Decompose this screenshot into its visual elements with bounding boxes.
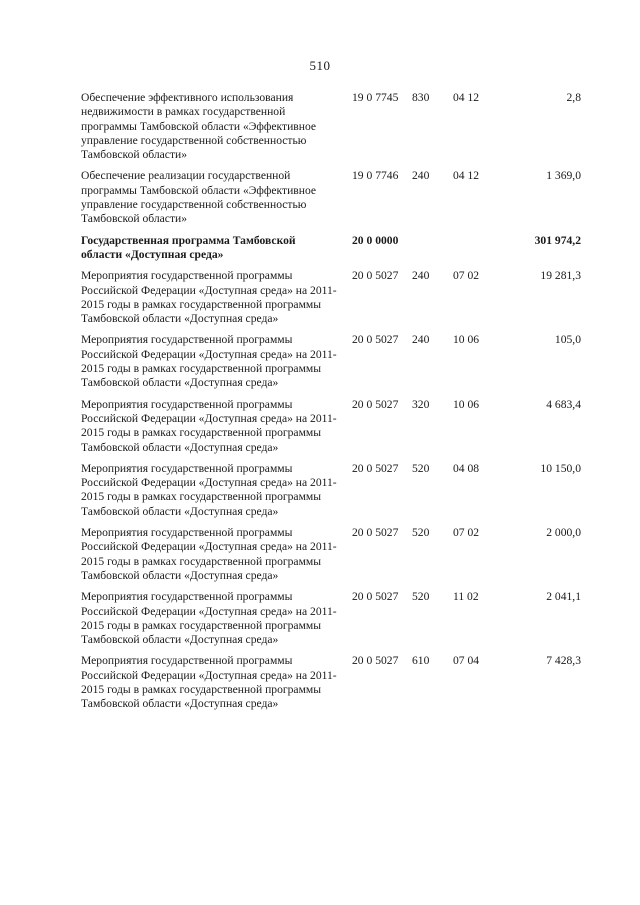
row-section: 07 02 xyxy=(453,526,480,540)
row-name: Обеспечение реализации государственной программы Тамбовской области «Эффективное управление государственной собственностью Тамбовской области» xyxy=(81,169,317,226)
table-row-program-total xyxy=(81,234,581,263)
table-row xyxy=(81,526,581,583)
row-name: Государственная программа Тамбовской области «Доступная среда» xyxy=(81,233,296,261)
row-vr: 320 xyxy=(412,397,430,411)
row-name: Мероприятия государственной программы Российской Федерации «Доступная среда» на 2011-2015 годы в рамках государственной программы Тамбовской области «Доступная среда» xyxy=(81,590,337,647)
row-amount: 10 150,0 xyxy=(540,461,581,475)
row-amount: 2,8 xyxy=(566,91,581,104)
row-vr: 520 xyxy=(412,526,430,540)
row-vr: 610 xyxy=(412,654,430,668)
row-vr: 520 xyxy=(412,461,430,475)
row-code: 20 0 5027 xyxy=(352,590,399,604)
row-code: 20 0 0000 xyxy=(352,233,399,247)
row-vr: 240 xyxy=(412,169,430,183)
table-row xyxy=(81,269,581,326)
row-amount: 4 683,4 xyxy=(546,397,581,411)
row-amount: 105,0 xyxy=(554,333,581,347)
table-row xyxy=(81,398,581,455)
row-section: 10 06 xyxy=(453,397,480,411)
row-section: 07 02 xyxy=(453,269,480,283)
row-amount: 2 041,1 xyxy=(546,590,581,604)
row-section: 07 04 xyxy=(453,654,480,668)
row-code: 19 0 7746 xyxy=(352,169,399,183)
row-code: 20 0 5027 xyxy=(352,269,399,283)
row-name: Мероприятия государственной программы Российской Федерации «Доступная среда» на 2011-2015 годы в рамках государственной программы Тамбовской области «Доступная среда» xyxy=(81,269,337,326)
table-row xyxy=(81,654,581,711)
table-row xyxy=(81,462,581,519)
table-row xyxy=(81,590,581,647)
row-name: Мероприятия государственной программы Российской Федерации «Доступная среда» на 2011-2015 годы в рамках государственной программы Тамбовской области «Доступная среда» xyxy=(81,526,337,582)
page-number: 510 xyxy=(309,58,331,73)
table-row xyxy=(81,333,581,390)
row-name: Мероприятия государственной программы Российской Федерации «Доступная среда» на 2011-2015 годы в рамках государственной программы Тамбовской области «Доступная среда» xyxy=(81,333,337,390)
row-code: 20 0 5027 xyxy=(352,333,399,347)
row-vr: 520 xyxy=(412,590,430,604)
budget-table xyxy=(81,91,581,719)
row-amount: 2 000,0 xyxy=(546,526,581,540)
row-code: 20 0 5027 xyxy=(352,654,399,668)
row-code: 20 0 5027 xyxy=(352,461,399,475)
row-name: Мероприятия государственной программы Российской Федерации «Доступная среда» на 2011-2015 годы в рамках государственной программы Тамбовской области «Доступная среда» xyxy=(81,654,337,711)
row-vr: 240 xyxy=(412,269,430,283)
row-amount: 1 369,0 xyxy=(546,169,581,183)
row-section: 10 06 xyxy=(453,333,480,347)
row-amount: 301 974,2 xyxy=(534,233,581,247)
row-vr: 830 xyxy=(412,91,430,104)
row-section: 11 02 xyxy=(453,590,479,604)
row-name: Обеспечение эффективного использования недвижимости в рамках государственной программы Тамбовской области «Эффективное управление государственной собственностью Тамбовской области» xyxy=(81,91,317,162)
row-section: 04 08 xyxy=(453,461,480,475)
table-row xyxy=(81,169,581,226)
row-name: Мероприятия государственной программы Российской Федерации «Доступная среда» на 2011-2015 годы в рамках государственной программы Тамбовской области «Доступная среда» xyxy=(81,397,337,454)
row-amount: 7 428,3 xyxy=(546,654,581,668)
row-code: 19 0 7745 xyxy=(352,91,399,104)
row-code: 20 0 5027 xyxy=(352,397,399,411)
row-section: 04 12 xyxy=(453,91,480,104)
row-code: 20 0 5027 xyxy=(352,526,399,540)
row-section: 04 12 xyxy=(453,169,480,183)
table-row xyxy=(81,91,581,162)
row-amount: 19 281,3 xyxy=(540,269,581,283)
row-name: Мероприятия государственной программы Российской Федерации «Доступная среда» на 2011-2015 годы в рамках государственной программы Тамбовской области «Доступная среда» xyxy=(81,461,337,518)
row-vr: 240 xyxy=(412,333,430,347)
